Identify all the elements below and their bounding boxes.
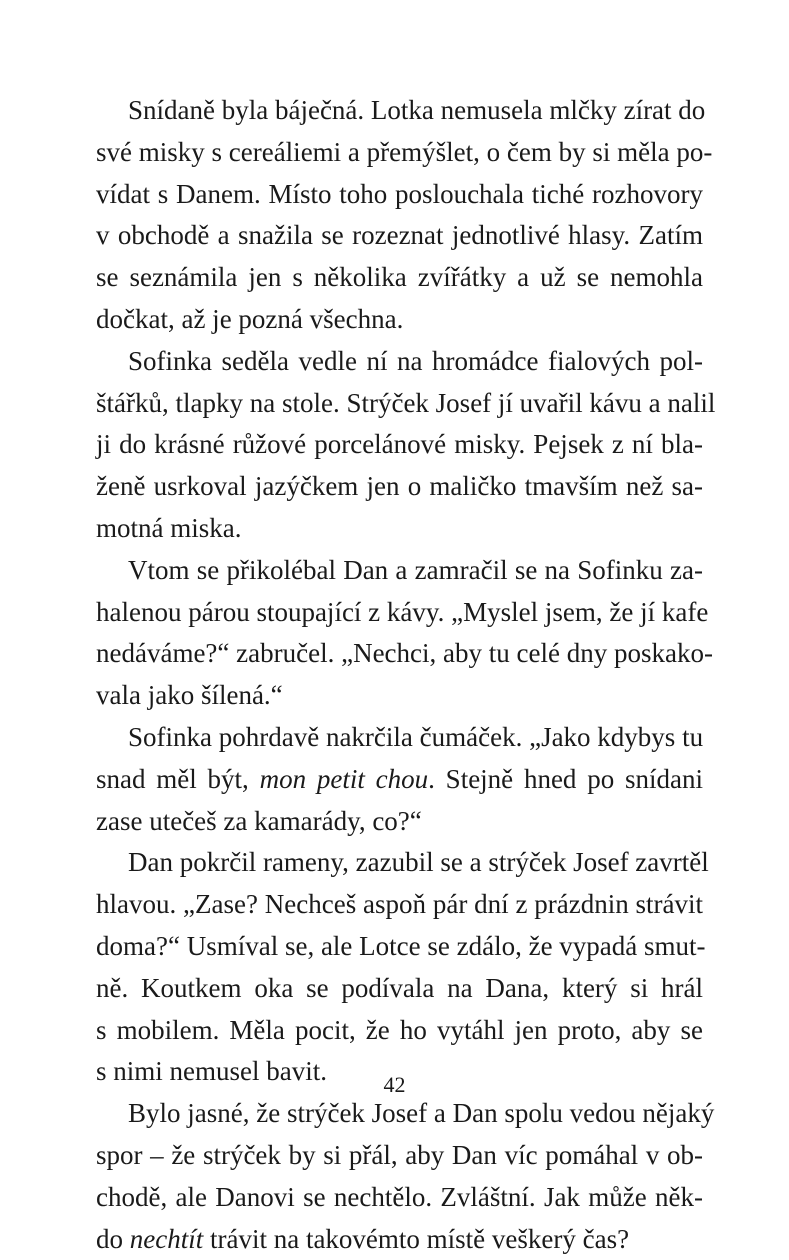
text-line: nedáváme?“ zabručel. „Nechci, aby tu celé dny poskako- <box>96 638 713 669</box>
page-number: 42 <box>383 1072 406 1097</box>
text-line: vídat s Danem. Místo toho poslouchala tiché rozhovory <box>96 178 703 209</box>
text-segment: trávit na takovémto místě veškerý čas? <box>203 1223 630 1254</box>
text-line: Sofinka seděla vedle ní na hromádce fialových pol- <box>128 345 703 376</box>
text-line: dočkat, až je pozná všechna. <box>96 303 404 334</box>
text-line: motná miska. <box>96 512 242 543</box>
text-segment: do <box>96 1223 130 1254</box>
text-line: s mobilem. Měla pocit, že ho vytáhl jen proto, aby se <box>96 1014 703 1045</box>
text-line: hlavou. „Zase? Nechceš aspoň pár dní z prázdnin strávit <box>96 889 703 920</box>
text-line <box>96 1219 703 1260</box>
text-line: Sofinka pohrdavě nakrčila čumáček. „Jako kdybys tu <box>128 721 704 752</box>
text-line: Vtom se přikolébal Dan a zamračil se na Sofinku za- <box>128 554 703 585</box>
text-line: v obchodě a snažila se rozeznat jednotlivé hlasy. Zatím <box>96 220 703 251</box>
italic-phrase: mon petit chou <box>259 763 429 794</box>
text-line: chodě, ale Danovi se nechtělo. Zvláštní. Jak může něk- <box>96 1181 703 1212</box>
text-line: ně. Koutkem oka se podívala na Dana, který si hrál <box>96 972 703 1003</box>
text-segment: . Stejně hned po snídani <box>428 763 703 794</box>
text-line: doma?“ Usmíval se, ale Lotce se zdálo, že vypadá smut- <box>96 930 706 961</box>
text-line: Bylo jasné, že strýček Josef a Dan spolu vedou nějaký <box>128 1098 715 1129</box>
text-line: spor – že strýček by si přál, aby Dan víc pomáhal v ob- <box>96 1139 703 1170</box>
text-line: své misky s cereáliemi a přemýšlet, o čem by si měla po- <box>96 136 713 167</box>
text-line: štářků, tlapky na stole. Strýček Josef jí uvařil kávu a nalil <box>96 387 716 418</box>
text-line: Dan pokrčil rameny, zazubil se a strýček Josef zavrtěl <box>128 847 709 878</box>
text-line: s nimi nemusel bavit. <box>96 1056 327 1087</box>
text-line: ji do krásné růžové porcelánové misky. Pejsek z ní bla- <box>96 429 703 460</box>
text-line: ženě usrkoval jazýčkem jen o maličko tmavším než sa- <box>96 471 703 502</box>
text-line: halenou párou stoupající z kávy. „Myslel jsem, že jí kafe <box>96 596 709 627</box>
italic-phrase: nechtít <box>129 1223 204 1254</box>
text-line: vala jako šílená.“ <box>96 680 283 711</box>
text-line: zase utečeš za kamarády, co?“ <box>96 805 422 836</box>
text-line <box>96 759 703 801</box>
text-segment: snad měl být, <box>96 763 260 794</box>
text-line: Snídaně byla báječná. Lotka nemusela mlčky zírat do <box>128 95 706 125</box>
text-line: se seznámila jen s několika zvířátky a už se nemohla <box>96 262 703 293</box>
